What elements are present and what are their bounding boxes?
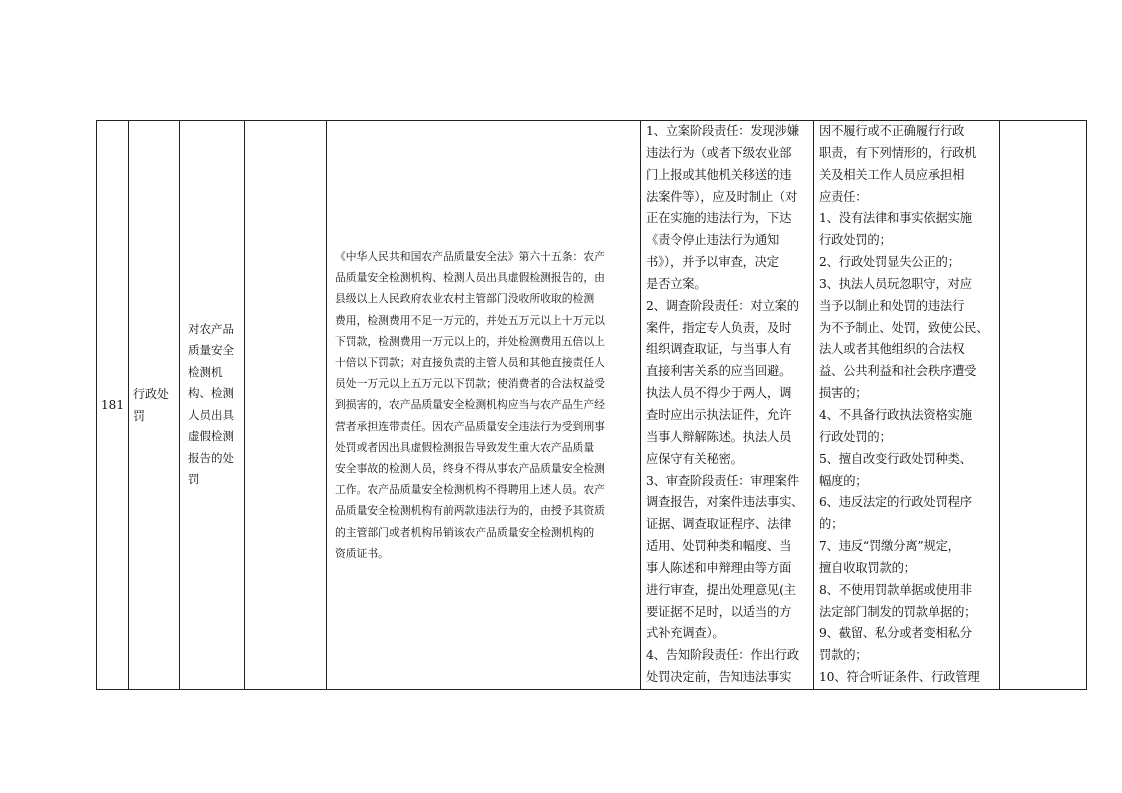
text-line: 门上报或其他机关移送的违: [646, 167, 792, 182]
text-line: 幅度的；: [819, 473, 868, 488]
text-line: 擅自收取罚款的；: [819, 560, 916, 575]
text-line: 费用，检测费用不足一万元的，并处五万元以上十万元以: [335, 313, 605, 327]
text-line: 为不予制止、处罚，致使公民、: [819, 320, 989, 335]
text-line: 虚假检测: [188, 429, 234, 444]
text-line: 员处一万元以上五万元以下罚款；使消费者的合法权益受: [335, 377, 605, 391]
text-line: 益、公共利益和社会秩序遭受: [819, 364, 977, 379]
text-line: 1、立案阶段责任：发现涉嫌: [646, 124, 799, 138]
row-number: 181: [97, 121, 129, 690]
accountability-text: [819, 121, 995, 689]
text-line: 案件，指定专人负责，及时: [646, 320, 792, 335]
power-list-table: [96, 120, 1087, 690]
text-line: 进行审查，提出处理意见(主: [646, 582, 796, 597]
text-line: 十倍以下罚款；对直接负责的主管人员和其他直接责任人: [335, 355, 605, 369]
text-line: 10、符合听证条件、行政管理: [819, 670, 980, 685]
text-line: 证据、调查取证程序、法律: [646, 517, 792, 532]
text-line: 的主管部门或者机构吊销该农产品质量安全检测机构的: [335, 525, 595, 539]
text-line: 行政处: [133, 386, 170, 401]
legal-basis-cell: [327, 121, 641, 690]
text-line: 检测机: [188, 364, 223, 379]
text-line: 因不履行或不正确履行行政: [819, 124, 965, 138]
text-line: 的；: [819, 517, 844, 532]
text-line: 调查报告，对案件违法事实、: [646, 495, 804, 510]
text-line: 安全事故的检测人员，终身不得从事农产品质量安全检测: [335, 461, 605, 475]
text-line: 品质量安全检测机构、检测人员出具虚假检测报告的，由: [335, 271, 605, 285]
text-line: 8、不使用罚款单据或使用非: [819, 582, 972, 597]
text-line: 法定部门制发的罚款单据的；: [819, 604, 977, 619]
text-line: 行政处罚的；: [819, 233, 892, 248]
empty-cell: [245, 121, 327, 690]
text-line: 违法行为（或者下级农业部: [646, 145, 792, 160]
text-line: 人员出具: [188, 407, 234, 422]
text-line: 应责任：: [819, 189, 868, 204]
text-line: 2、调查阶段责任：对立案的: [646, 298, 799, 313]
legal-basis-text: [335, 246, 634, 564]
text-line: 7、违反“罚缴分离”规定，: [819, 539, 960, 554]
text-line: 关及相关工作人员应承担相: [819, 167, 965, 182]
text-line: 4、不具备行政执法资格实施: [819, 407, 972, 422]
text-line: 报告的处: [188, 450, 234, 465]
text-line: 工作。农产品质量安全检测机构不得聘用上述人员。农产: [335, 483, 605, 497]
text-line: 要证据不足时，以适当的方: [646, 604, 792, 619]
text-line: 直接利害关系的应当回避。: [646, 364, 792, 379]
text-line: 执法人员不得少于两人，调: [646, 386, 792, 401]
text-line: 罚: [188, 472, 200, 487]
text-line: 5、擅自改变行政处罚种类、: [819, 451, 972, 466]
text-line: 当予以制止和处罚的违法行: [819, 298, 965, 313]
text-line: 资质证书。: [335, 546, 389, 560]
text-line: 行政处罚的；: [819, 429, 892, 444]
text-line: 是否立案。: [646, 276, 707, 291]
text-line: 质量安全: [188, 343, 234, 358]
text-line: 应保守有关秘密。: [646, 451, 743, 466]
text-line: 正在实施的违法行为，下达: [646, 211, 792, 226]
accountability-cell: [814, 121, 1000, 690]
text-line: 3、执法人员玩忽职守，对应: [819, 276, 972, 291]
text-line: 下罚款，检测费用一万元以上的，并处检测费用五倍以上: [335, 334, 605, 348]
text-line: 当事人辩解陈述。执法人员: [646, 429, 792, 444]
text-line: 事人陈述和申辩理由等方面: [646, 560, 792, 575]
text-line: 6、违反法定的行政处罚程序: [819, 495, 972, 510]
text-line: 营者承担连带责任。因农产品质量安全违法行为受到刑事: [335, 419, 605, 433]
power-category-text: [133, 383, 175, 427]
text-line: 2、行政处罚显失公正的；: [819, 255, 960, 270]
text-line: 9、截留、私分或者变相私分: [819, 626, 972, 641]
text-line: 罚款的；: [819, 648, 868, 663]
text-line: 县级以上人民政府农业农村主管部门没收所收取的检测: [335, 292, 595, 306]
text-line: 式补充调查）。: [646, 626, 725, 641]
text-line: 损害的；: [819, 386, 868, 401]
text-line: 1、没有法律和事实依据实施: [819, 211, 972, 226]
text-line: 《责令停止违法行为通知: [646, 233, 780, 248]
power-category-cell: [129, 121, 180, 690]
text-line: 适用、处罚种类和幅度、当: [646, 539, 792, 554]
text-line: 处罚或者因出具虚假检测报告导致发生重大农产品质量: [335, 440, 595, 454]
text-line: 对农产品: [188, 321, 234, 336]
text-line: 法人或者其他组织的合法权: [819, 342, 965, 357]
text-line: 到损害的，农产品质量安全检测机构应当与农产品生产经: [335, 398, 605, 412]
text-line: 构、检测: [188, 386, 234, 401]
text-line: 组织调查取证，与当事人有: [646, 342, 792, 357]
power-item-cell: [180, 121, 245, 690]
text-line: 查时应出示执法证件，允许: [646, 407, 792, 422]
text-line: 品质量安全检测机构有前两款违法行为的，由授予其资质: [335, 504, 605, 518]
text-line: 4、告知阶段责任：作出行政: [646, 648, 799, 663]
text-line: 法案件等），应及时制止（对: [646, 189, 798, 204]
responsibility-text: [646, 121, 809, 689]
responsibility-cell: [641, 121, 814, 690]
text-line: 处罚决定前，告知违法事实: [646, 670, 792, 685]
table-row: [97, 121, 1087, 690]
text-line: 罚: [133, 408, 146, 423]
text-line: 书》），并予以审查，决定: [646, 255, 779, 270]
power-item-text: [188, 319, 240, 491]
text-line: 3、审查阶段责任：审理案件: [646, 473, 799, 488]
text-line: 职责，有下列情形的，行政机: [819, 145, 977, 160]
text-line: 《中华人民共和国农产品质量安全法》第六十五条：农产: [335, 249, 605, 263]
remarks-cell: [1000, 121, 1087, 690]
